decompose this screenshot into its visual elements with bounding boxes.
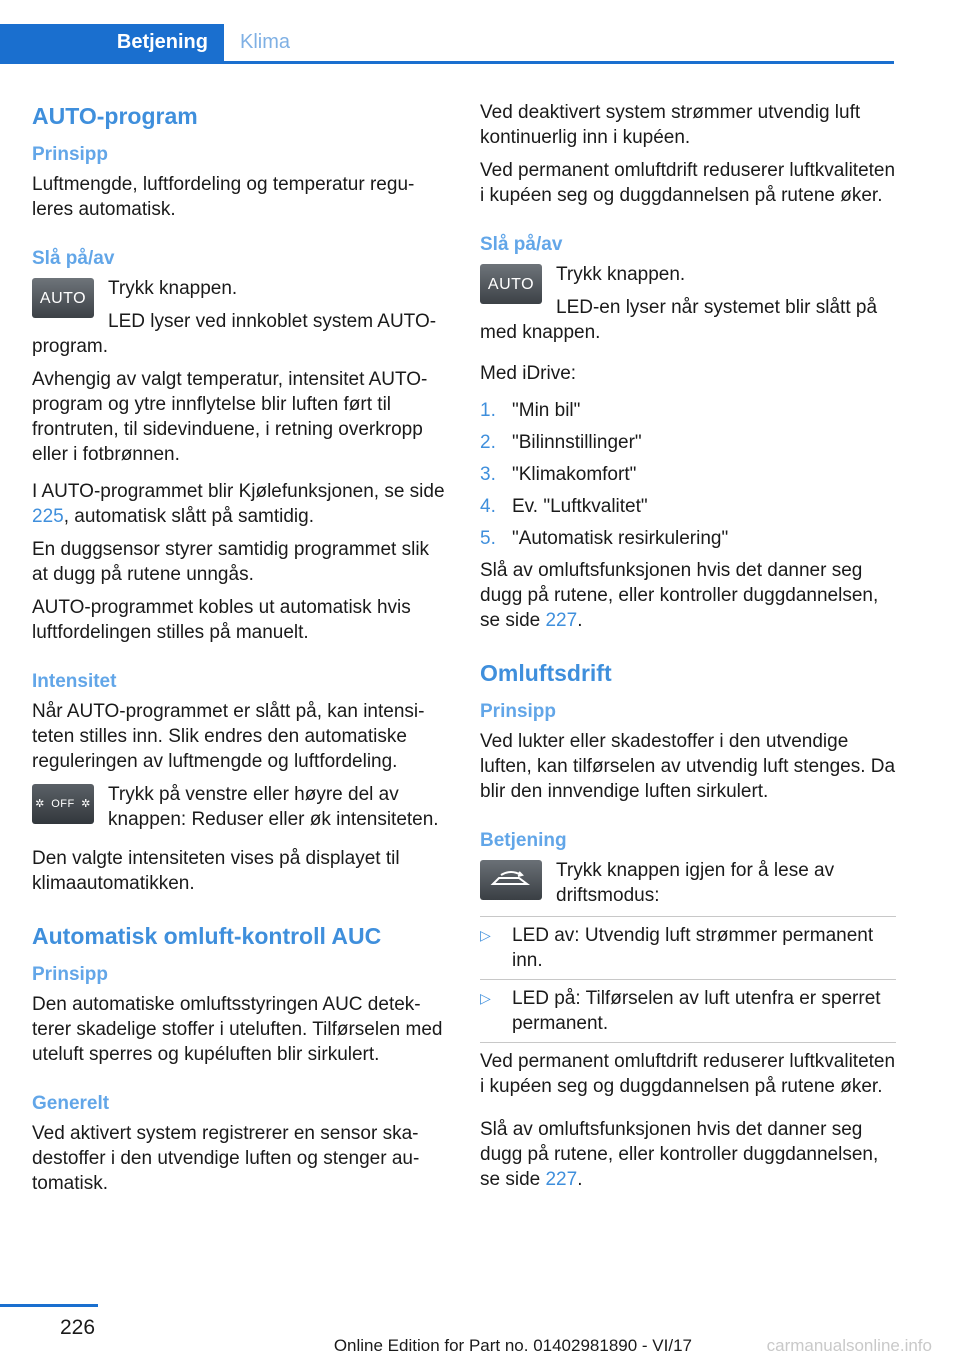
section-title-omluftsdrift: Omluftsdrift [480, 660, 612, 686]
fan-icon: ✲ [35, 797, 45, 810]
recirculation-button-icon [480, 860, 542, 900]
section-title-auto-program: AUTO-program [32, 103, 198, 129]
tab-betjening[interactable]: Betjening [0, 24, 224, 61]
paragraph: Ved lukter eller skadestoffer i den utvendige luften, kan tilførselen av utvendig luft stenges. Da blir den innvendige luften sirkulert. [480, 731, 896, 802]
paragraph: Trykk knappen. [556, 264, 686, 285]
edition-text: Online Edition for Part no. 01402981890 - VI/17 [333, 1336, 692, 1355]
subheading-intensitet: Intensitet [32, 671, 117, 692]
footer-rule [0, 1304, 98, 1307]
list-item: 3. "Klimakomfort" [480, 464, 637, 485]
paragraph: Ved permanent omluftdrift reduserer luftkvaliteten i kupéen seg og duggdannelsen på rutene øker. [480, 1051, 896, 1097]
paragraph: LED-en lyser når systemet blir slått på med knappen. [480, 297, 878, 343]
paragraph: Med iDrive: [480, 363, 577, 384]
paragraph: Luftmengde, luftfordeling og temperatur reguleres automatisk. [32, 174, 415, 220]
paragraph-kjole: I AUTO-programmet blir Kjølefunksjonen, se side 225, automatisk slått på samtidig. [32, 481, 445, 527]
fan-icon: ✲ [81, 797, 91, 810]
chapter-tab-bar [0, 24, 894, 64]
list-item: 1. "Min bil" [480, 400, 581, 421]
paragraph: Ved aktivert system registrerer en sensor skadestoffer i den utvendige luften og stenger automatisk. [32, 1123, 420, 1194]
page-link-225[interactable]: 225 [32, 506, 64, 527]
list-item: ▷ LED av: Utvendig luft strømmer permanent inn. [480, 923, 896, 980]
driftsmodus-bullet-list [480, 916, 896, 1043]
list-item: ▷ LED på: Tilførselen av luft utenfra er sperret permanent. [480, 986, 896, 1043]
paragraph-slaa-av: Slå av omluftsfunksjonen hvis det danner seg dugg på rutene, eller kontroller duggdannelsen, se side 227. [480, 1119, 879, 1190]
paragraph: Trykk knappen igjen for å lese av driftsmodus: [556, 860, 835, 906]
right-column [480, 100, 896, 1200]
subheading-prinsipp: Prinsipp [480, 701, 557, 722]
subheading-prinsipp: Prinsipp [32, 964, 109, 985]
paragraph: Den valgte intensiteten vises på displayet til klimaautomatikken. [32, 848, 400, 894]
paragraph: Den automatiske omluftsstyringen AUC detekterer skadelige stoffer i uteluften. Tilførselen med uteluft sperres og kupéluften blir sirkulert. [32, 994, 443, 1065]
list-item: 4. Ev. "Luftkvalitet" [480, 496, 648, 517]
subheading-generelt: Generelt [32, 1093, 110, 1114]
list-item: 2. "Bilinnstillinger" [480, 432, 642, 453]
subheading-prinsipp: Prinsipp [32, 144, 109, 165]
fan-off-label: OFF [51, 797, 75, 810]
list-item: 5. "Automatisk resirkulering" [480, 528, 729, 549]
paragraph: Avhengig av valgt temperatur, intensitet AUTO-program og ytre innflytelse blir luften ført til frontruten, til sidevinduene, i retning overkropp eller i fotbrønnen. [32, 369, 428, 465]
page-link-227[interactable]: 227 [545, 1169, 578, 1190]
paragraph: En duggsensor styrer samtidig programmet slik at dugg på rutene unngås. [32, 539, 430, 585]
section-title-auc: Automatisk omluft-kontroll AUC [32, 923, 382, 949]
subheading-betjening: Betjening [480, 830, 567, 851]
paragraph: Trykk på venstre eller høyre del av knappen: Reduser eller øk intensiteten. [108, 784, 439, 830]
car-recirculation-icon [489, 869, 533, 891]
tab-klima[interactable]: Klima [240, 31, 291, 53]
left-column [32, 100, 448, 1204]
paragraph: Ved deaktivert system strømmer utvendig luft kontinuerlig inn i kupéen. [480, 102, 861, 148]
auto-button-icon: AUTO [32, 278, 94, 318]
auto-button-icon: AUTO [480, 264, 542, 304]
paragraph: LED lyser ved innkoblet system AUTO-program. [32, 311, 437, 357]
paragraph: AUTO-programmet kobles ut automatisk hvis luftfordelingen stilles på manuelt. [32, 597, 411, 643]
paragraph-slaa-av: Slå av omluftsfunksjonen hvis det danner seg dugg på rutene, eller kontroller duggdannelsen, se side 227. [480, 560, 879, 631]
idrive-steps-list [480, 398, 896, 551]
watermark: carmanualsonline.info [766, 1336, 932, 1355]
subheading-slaa-paa-av: Slå på/av [32, 248, 115, 269]
subheading-slaa-paa-av: Slå på/av [480, 234, 563, 255]
fan-intensity-button-icon [32, 784, 94, 824]
paragraph: Ved permanent omluftdrift reduserer luftkvaliteten i kupéen seg og duggdannelsen på rutene øker. [480, 160, 896, 206]
page-number: 226 [60, 1316, 96, 1339]
paragraph: Trykk knappen. [108, 278, 238, 299]
page-link-227[interactable]: 227 [545, 610, 578, 631]
paragraph: Når AUTO-programmet er slått på, kan intensiteten stilles inn. Slik endres den automatiske reguleringen av luftmengde og luftfordeling. [32, 701, 425, 772]
